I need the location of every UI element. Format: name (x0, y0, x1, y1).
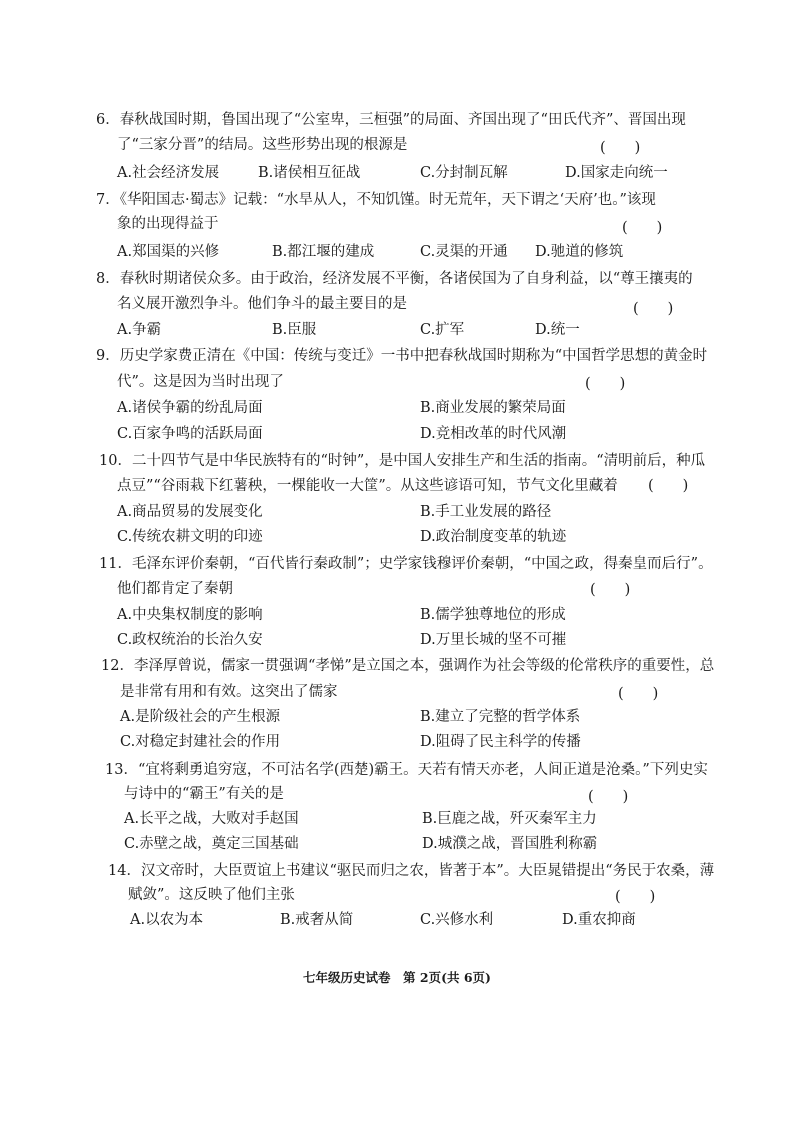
question-8-line-1: 8．春秋时期诸侯众多。由于政治，经济发展不平衡，各诸侯国为了自身利益，以“尊王攘夷的 (96, 271, 693, 287)
question-6-line-1: 6．春秋战国时期，鲁国出现了“公室卑，三桓强”的局面、齐国出现了“田氏代齐”、晋国出现 (96, 112, 686, 128)
answer-paren-12: ( ) (618, 686, 659, 702)
option-12d: D.阻碍了民主科学的传播 (420, 734, 581, 750)
question-10-line-2: 点豆”“谷雨栽下红薯秧，一棵能收一大筐”。从这些谚语可知，节气文化里藏着 (117, 478, 618, 494)
option-7d: D.驰道的修筑 (535, 244, 624, 260)
question-6-line-2: 了“三家分晋”的结局。这些形势出现的根源是 (117, 137, 408, 153)
question-13-line-1: 13．“宜将剩勇追穷寇，不可沽名学(西楚)霸王。天若有情天亦老，人间正道是沧桑。”下列史实 (105, 762, 708, 778)
option-10a: A.商品贸易的发展变化 (117, 504, 263, 520)
option-7b: B.都江堰的建成 (272, 244, 375, 260)
answer-paren-11: ( ) (590, 582, 631, 598)
option-8b: B.臣服 (272, 322, 317, 338)
question-7-line-1: 7．《华阳国志·蜀志》记载：“水旱从人，不知饥馑。时无荒年，天下谓之‘天府’也。”该现 (96, 192, 656, 208)
question-7-line-2: 象的出现得益于 (117, 216, 219, 232)
option-6d: D.国家走向统一 (565, 165, 668, 181)
option-8a: A.争霸 (117, 322, 162, 338)
answer-paren-6: ( ) (600, 140, 641, 156)
option-14b: B.戒奢从简 (280, 912, 354, 928)
option-9d: D.竞相改革的时代风潮 (420, 426, 567, 442)
option-11b: B.儒学独尊地位的形成 (420, 607, 566, 623)
option-13c: C.赤壁之战，奠定三国基础 (124, 836, 299, 852)
answer-paren-8: ( ) (633, 301, 674, 317)
question-14-line-2: 赋敛”。这反映了他们主张 (128, 887, 295, 903)
page-footer: 七年级历史试卷 第 2页(共 6页) (303, 970, 491, 985)
option-11d: D.万里长城的坚不可摧 (420, 632, 567, 648)
option-13d: D.城濮之战，晋国胜利称霸 (422, 836, 598, 852)
option-13b: B.巨鹿之战，歼灭秦军主力 (422, 811, 597, 827)
answer-paren-13: ( ) (588, 789, 629, 805)
option-12b: B.建立了完整的哲学体系 (420, 709, 581, 725)
option-6c: C.分封制瓦解 (420, 165, 508, 181)
question-11-line-2: 他们都肯定了秦朝 (117, 581, 233, 597)
option-10b: B.手工业发展的路径 (420, 504, 552, 520)
answer-paren-14: ( ) (615, 889, 656, 905)
question-10-line-1: 10．二十四节气是中华民族特有的“时钟”，是中国人安排生产和生活的指南。“清明前后，种瓜 (99, 453, 706, 469)
answer-paren-7: ( ) (622, 220, 663, 236)
option-9a: A.诸侯争霸的纷乱局面 (117, 400, 263, 416)
option-9b: B.商业发展的繁荣局面 (420, 400, 566, 416)
answer-paren-9: ( ) (585, 376, 626, 392)
option-14a: A.以农为本 (130, 912, 204, 928)
question-9-line-2: 代”。这是因为当时出现了 (117, 374, 284, 390)
option-14c: C.兴修水利 (420, 912, 494, 928)
question-8-line-2: 名义展开激烈争斗。他们争斗的最主要目的是 (117, 296, 407, 312)
question-13-line-2: 与诗中的“霸王”有关的是 (124, 786, 284, 802)
option-10d: D.政治制度变革的轨迹 (420, 529, 567, 545)
question-11-line-1: 11．毛泽东评价秦朝，“百代皆行秦政制”；史学家钱穆评价秦朝，“中国之政，得秦皇而后行”。 (99, 556, 713, 572)
question-9-line-1: 9．历史学家费正清在《中国：传统与变迁》一书中把春秋战国时期称为“中国哲学思想的黄金时 (96, 348, 708, 364)
option-13a: A.长平之战，大败对手赵国 (124, 811, 299, 827)
option-14d: D.重农抑商 (562, 912, 636, 928)
option-11a: A.中央集权制度的影响 (117, 607, 263, 623)
option-10c: C.传统农耕文明的印迹 (117, 529, 263, 545)
option-12c: C.对稳定封建社会的作用 (120, 734, 281, 750)
option-9c: C.百家争鸣的活跃局面 (117, 426, 263, 442)
option-12a: A.是阶级社会的产生根源 (120, 709, 281, 725)
option-7a: A.郑国渠的兴修 (117, 244, 220, 260)
question-12-line-2: 是非常有用和有效。这突出了儒家 (120, 684, 338, 700)
option-6a: A.社会经济发展 (117, 165, 220, 181)
question-12-line-1: 12．李泽厚曾说，儒家一贯强调“孝悌”是立国之本，强调作为社会等级的伦常秩序的重要性，总 (101, 658, 715, 674)
option-7c: C.灵渠的开通 (420, 244, 508, 260)
answer-paren-10: ( ) (648, 478, 689, 494)
option-6b: B.诸侯相互征战 (258, 165, 361, 181)
option-8d: D.统一 (535, 322, 580, 338)
option-8c: C.扩军 (420, 322, 465, 338)
option-11c: C.政权统治的长治久安 (117, 632, 263, 648)
question-14-line-1: 14．汉文帝时，大臣贾谊上书建议“驱民而归之农，皆著于本”。大臣晁错提出“务民于农桑，薄 (108, 863, 715, 879)
